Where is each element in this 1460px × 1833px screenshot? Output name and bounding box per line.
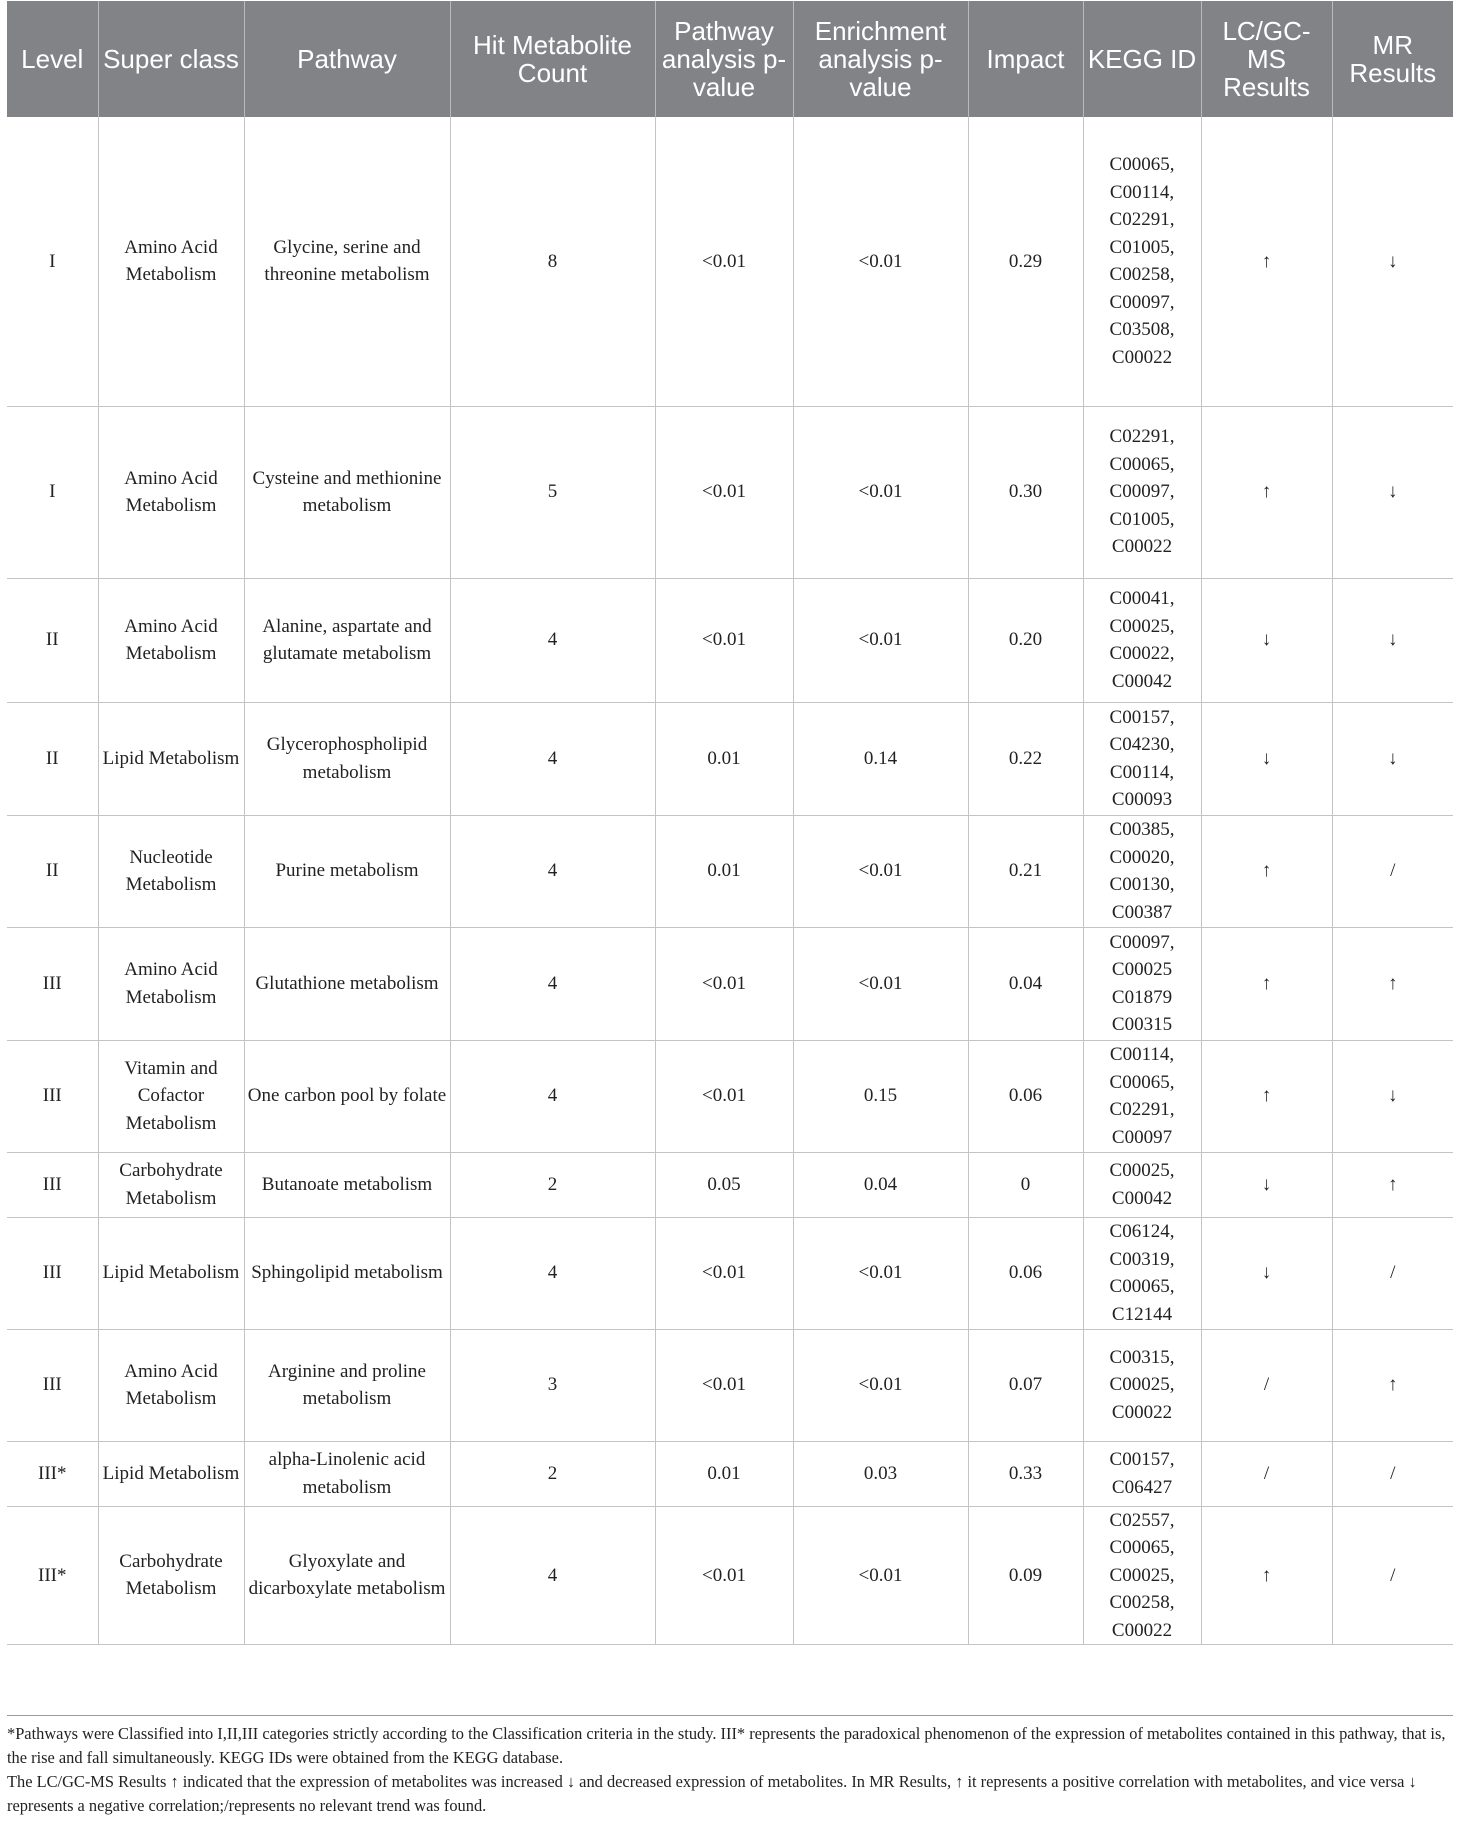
table-row — [7, 927, 1453, 1040]
cell-kegg — [1083, 406, 1201, 578]
cell-pathway: Glutathione metabolism — [244, 927, 450, 1040]
cell-pathway: Glycine, serine and threonine metabolism — [244, 117, 450, 406]
header-lcgc-ms: LC/GC-MS Results — [1201, 1, 1332, 117]
pathway-table — [7, 1, 1453, 1645]
cell-lcgc-ms: ↓ — [1201, 1217, 1332, 1329]
cell-lcgc-ms: ↑ — [1201, 117, 1332, 406]
cell-pathway-p: 0.05 — [655, 1152, 793, 1217]
cell-kegg — [1083, 1441, 1201, 1506]
header-mr: MR Results — [1332, 1, 1453, 117]
header-row — [7, 1, 1453, 117]
cell-hit-count: 4 — [450, 702, 655, 815]
cell-level: III — [7, 1152, 98, 1217]
kegg-id: C04230, — [1109, 734, 1175, 755]
cell-mr: ↓ — [1332, 1040, 1453, 1152]
cell-pathway: Butanoate metabolism — [244, 1152, 450, 1217]
cell-lcgc-ms: ↑ — [1201, 1506, 1332, 1645]
cell-hit-count: 4 — [450, 1040, 655, 1152]
cell-kegg — [1083, 1329, 1201, 1441]
kegg-id: C06124, — [1109, 1221, 1175, 1242]
cell-pathway-p: <0.01 — [655, 578, 793, 702]
kegg-id: C00020, — [1109, 846, 1175, 868]
cell-level: III — [7, 1040, 98, 1152]
header-pathway: Pathway — [244, 1, 450, 117]
cell-kegg — [1083, 1152, 1201, 1217]
kegg-id: C00065, — [1109, 453, 1175, 475]
cell-impact: 0.06 — [968, 1040, 1083, 1152]
kegg-id: C00315, — [1109, 1346, 1175, 1368]
table-row — [7, 815, 1453, 927]
table-row — [7, 1217, 1453, 1329]
kegg-id: C00385, — [1109, 819, 1175, 840]
cell-mr: / — [1332, 1506, 1453, 1645]
table-footnotes — [7, 1715, 1453, 1818]
cell-enrichment-p: <0.01 — [793, 1329, 968, 1441]
cell-impact: 0.22 — [968, 702, 1083, 815]
kegg-id: C00157, — [1109, 1449, 1175, 1470]
cell-super-class: Carbohydrate Metabolism — [98, 1506, 244, 1645]
cell-kegg — [1083, 1506, 1201, 1645]
kegg-id: C00114, — [1109, 1044, 1175, 1065]
cell-level: III — [7, 927, 98, 1040]
header-enrichment-p: Enrichment analysis p-value — [793, 1, 968, 117]
kegg-id: C00387 — [1111, 901, 1173, 923]
header-pathway-p: Pathway analysis p-value — [655, 1, 793, 117]
table-row — [7, 1441, 1453, 1506]
cell-impact: 0.20 — [968, 578, 1083, 702]
footnote-classification: *Pathways were Classified into I,II,III categories strictly according to the Classification criteria in the study. III* represents the paradoxical phenomenon of the expression of metabolites contained in this pathway, that is, the rise and fall simultaneously. KEGG IDs were obtained from the KEGG database. — [7, 1724, 1446, 1767]
footnote-trend-legend: The LC/GC-MS Results ↑ indicated that the expression of metabolites was increased ↓ and decreased expression of metabolites. In MR Results, ↑ it represents a positive correlation with metabolites, and vice versa ↓ represents a negative correlation;/represents no relevant trend was found. — [7, 1772, 1417, 1815]
cell-impact: 0.29 — [968, 117, 1083, 406]
header-impact: Impact — [968, 1, 1083, 117]
cell-mr: ↓ — [1332, 702, 1453, 815]
kegg-id: C00258, — [1109, 264, 1175, 286]
kegg-id: C01005, — [1109, 236, 1175, 258]
cell-super-class: Vitamin and Cofactor Metabolism — [98, 1040, 244, 1152]
table-row — [7, 1152, 1453, 1217]
cell-mr: ↓ — [1332, 406, 1453, 578]
cell-lcgc-ms: ↑ — [1201, 815, 1332, 927]
kegg-id: C01879 — [1111, 986, 1173, 1008]
cell-mr: / — [1332, 1217, 1453, 1329]
cell-pathway: One carbon pool by folate — [244, 1040, 450, 1152]
cell-pathway-p: <0.01 — [655, 1217, 793, 1329]
cell-hit-count: 2 — [450, 1152, 655, 1217]
cell-kegg — [1083, 578, 1201, 702]
cell-enrichment-p: <0.01 — [793, 1217, 968, 1329]
cell-pathway: Glycerophospholipid metabolism — [244, 702, 450, 815]
cell-hit-count: 4 — [450, 1506, 655, 1645]
cell-hit-count: 3 — [450, 1329, 655, 1441]
cell-pathway: Arginine and proline metabolism — [244, 1329, 450, 1441]
cell-super-class: Carbohydrate Metabolism — [98, 1152, 244, 1217]
cell-enrichment-p: <0.01 — [793, 406, 968, 578]
kegg-id: C00022 — [1111, 1619, 1173, 1641]
cell-impact: 0.04 — [968, 927, 1083, 1040]
cell-enrichment-p: <0.01 — [793, 927, 968, 1040]
cell-level: III* — [7, 1441, 98, 1506]
cell-pathway: Sphingolipid metabolism — [244, 1217, 450, 1329]
header-level: Level — [7, 1, 98, 117]
cell-super-class: Amino Acid Metabolism — [98, 578, 244, 702]
kegg-id: C00130, — [1109, 874, 1175, 895]
cell-super-class: Lipid Metabolism — [98, 1217, 244, 1329]
cell-kegg — [1083, 1040, 1201, 1152]
cell-level: II — [7, 815, 98, 927]
cell-pathway: Cysteine and methionine metabolism — [244, 406, 450, 578]
cell-impact: 0.21 — [968, 815, 1083, 927]
cell-pathway: Alanine, aspartate and glutamate metabolism — [244, 578, 450, 702]
cell-pathway-p: <0.01 — [655, 406, 793, 578]
cell-enrichment-p: <0.01 — [793, 117, 968, 406]
kegg-id: C00065, — [1109, 1071, 1175, 1093]
kegg-id: C00093 — [1111, 789, 1173, 810]
table-row — [7, 406, 1453, 578]
cell-level: III* — [7, 1506, 98, 1645]
cell-super-class: Amino Acid Metabolism — [98, 1329, 244, 1441]
cell-hit-count: 4 — [450, 815, 655, 927]
table-row — [7, 1040, 1453, 1152]
table-row — [7, 1506, 1453, 1645]
cell-level: III — [7, 1329, 98, 1441]
kegg-id: C02291, — [1109, 426, 1175, 448]
kegg-id: C00065, — [1109, 1537, 1175, 1558]
cell-super-class: Amino Acid Metabolism — [98, 927, 244, 1040]
cell-pathway: Purine metabolism — [244, 815, 450, 927]
cell-impact: 0.33 — [968, 1441, 1083, 1506]
table-row — [7, 117, 1453, 406]
cell-mr: ↑ — [1332, 1329, 1453, 1441]
kegg-id: C00097, — [1109, 931, 1175, 953]
cell-lcgc-ms: ↓ — [1201, 702, 1332, 815]
cell-hit-count: 8 — [450, 117, 655, 406]
cell-lcgc-ms: / — [1201, 1441, 1332, 1506]
kegg-id: C00258, — [1109, 1592, 1175, 1613]
cell-enrichment-p: 0.14 — [793, 702, 968, 815]
cell-impact: 0.30 — [968, 406, 1083, 578]
cell-pathway-p: 0.01 — [655, 702, 793, 815]
cell-lcgc-ms: / — [1201, 1329, 1332, 1441]
cell-mr: ↓ — [1332, 578, 1453, 702]
kegg-id: C02291, — [1109, 209, 1175, 231]
cell-hit-count: 4 — [450, 578, 655, 702]
cell-mr: / — [1332, 1441, 1453, 1506]
kegg-id: C03508, — [1109, 319, 1175, 341]
cell-level: I — [7, 406, 98, 578]
cell-lcgc-ms: ↑ — [1201, 406, 1332, 578]
cell-lcgc-ms: ↓ — [1201, 578, 1332, 702]
kegg-id: C00097, — [1109, 481, 1175, 503]
kegg-id: C02291, — [1109, 1099, 1175, 1120]
cell-enrichment-p: 0.04 — [793, 1152, 968, 1217]
header-super-class: Super class — [98, 1, 244, 117]
cell-super-class: Amino Acid Metabolism — [98, 406, 244, 578]
kegg-id: C01005, — [1109, 508, 1175, 530]
cell-mr: ↓ — [1332, 117, 1453, 406]
kegg-id: C12144 — [1111, 1303, 1173, 1325]
kegg-id: C00097 — [1111, 1126, 1173, 1148]
kegg-id: C00041, — [1109, 588, 1175, 609]
cell-lcgc-ms: ↓ — [1201, 1152, 1332, 1217]
kegg-id: C00022 — [1111, 536, 1173, 558]
cell-pathway-p: <0.01 — [655, 1040, 793, 1152]
kegg-id: C00319, — [1109, 1248, 1175, 1270]
cell-pathway-p: 0.01 — [655, 815, 793, 927]
cell-super-class: Amino Acid Metabolism — [98, 117, 244, 406]
cell-pathway-p: 0.01 — [655, 1441, 793, 1506]
cell-enrichment-p: 0.15 — [793, 1040, 968, 1152]
cell-kegg — [1083, 815, 1201, 927]
kegg-id: C00042 — [1111, 1187, 1173, 1209]
cell-impact: 0.07 — [968, 1329, 1083, 1441]
cell-super-class: Nucleotide Metabolism — [98, 815, 244, 927]
kegg-id: C00025, — [1109, 615, 1175, 637]
kegg-id: C00025, — [1109, 1564, 1175, 1586]
cell-super-class: Lipid Metabolism — [98, 702, 244, 815]
cell-mr: ↑ — [1332, 927, 1453, 1040]
cell-level: III — [7, 1217, 98, 1329]
cell-pathway-p: <0.01 — [655, 1506, 793, 1645]
kegg-id: C00065, — [1109, 1276, 1175, 1297]
cell-level: II — [7, 578, 98, 702]
kegg-id: C00025, — [1109, 1160, 1175, 1181]
kegg-id: C00114, — [1109, 761, 1175, 783]
cell-level: II — [7, 702, 98, 815]
kegg-id: C00315 — [1111, 1014, 1173, 1035]
table-row — [7, 1329, 1453, 1441]
kegg-id: C00042 — [1111, 670, 1173, 692]
header-hit-count: Hit Metabolite Count — [450, 1, 655, 117]
cell-hit-count: 5 — [450, 406, 655, 578]
cell-enrichment-p: 0.03 — [793, 1441, 968, 1506]
kegg-id: C00065, — [1109, 154, 1175, 176]
table-row — [7, 578, 1453, 702]
header-kegg-id: KEGG ID — [1083, 1, 1201, 117]
kegg-id: C00022 — [1111, 1401, 1173, 1423]
cell-kegg — [1083, 702, 1201, 815]
kegg-id: C00025, — [1109, 1374, 1175, 1396]
cell-hit-count: 2 — [450, 1441, 655, 1506]
kegg-id: C02557, — [1109, 1509, 1175, 1531]
cell-hit-count: 4 — [450, 1217, 655, 1329]
cell-mr: / — [1332, 815, 1453, 927]
cell-kegg — [1083, 117, 1201, 406]
cell-impact: 0.06 — [968, 1217, 1083, 1329]
cell-hit-count: 4 — [450, 927, 655, 1040]
cell-lcgc-ms: ↑ — [1201, 927, 1332, 1040]
cell-pathway-p: <0.01 — [655, 1329, 793, 1441]
table-body — [7, 117, 1453, 1645]
kegg-id: C00025 — [1111, 959, 1173, 980]
table-row — [7, 702, 1453, 815]
cell-super-class: Lipid Metabolism — [98, 1441, 244, 1506]
cell-enrichment-p: <0.01 — [793, 815, 968, 927]
kegg-id: C00114, — [1109, 181, 1175, 203]
cell-pathway: alpha-Linolenic acid metabolism — [244, 1441, 450, 1506]
kegg-id: C00022 — [1111, 346, 1173, 368]
kegg-id: C00022, — [1109, 643, 1175, 664]
cell-pathway-p: <0.01 — [655, 117, 793, 406]
kegg-id: C00097, — [1109, 291, 1175, 313]
cell-pathway-p: <0.01 — [655, 927, 793, 1040]
cell-pathway: Glyoxylate and dicarboxylate metabolism — [244, 1506, 450, 1645]
cell-mr: ↑ — [1332, 1152, 1453, 1217]
cell-impact: 0.09 — [968, 1506, 1083, 1645]
kegg-id: C06427 — [1111, 1476, 1173, 1498]
kegg-id: C00157, — [1109, 706, 1175, 728]
cell-impact: 0 — [968, 1152, 1083, 1217]
cell-kegg — [1083, 1217, 1201, 1329]
cell-enrichment-p: <0.01 — [793, 578, 968, 702]
cell-level: I — [7, 117, 98, 406]
cell-lcgc-ms: ↑ — [1201, 1040, 1332, 1152]
cell-kegg — [1083, 927, 1201, 1040]
cell-enrichment-p: <0.01 — [793, 1506, 968, 1645]
